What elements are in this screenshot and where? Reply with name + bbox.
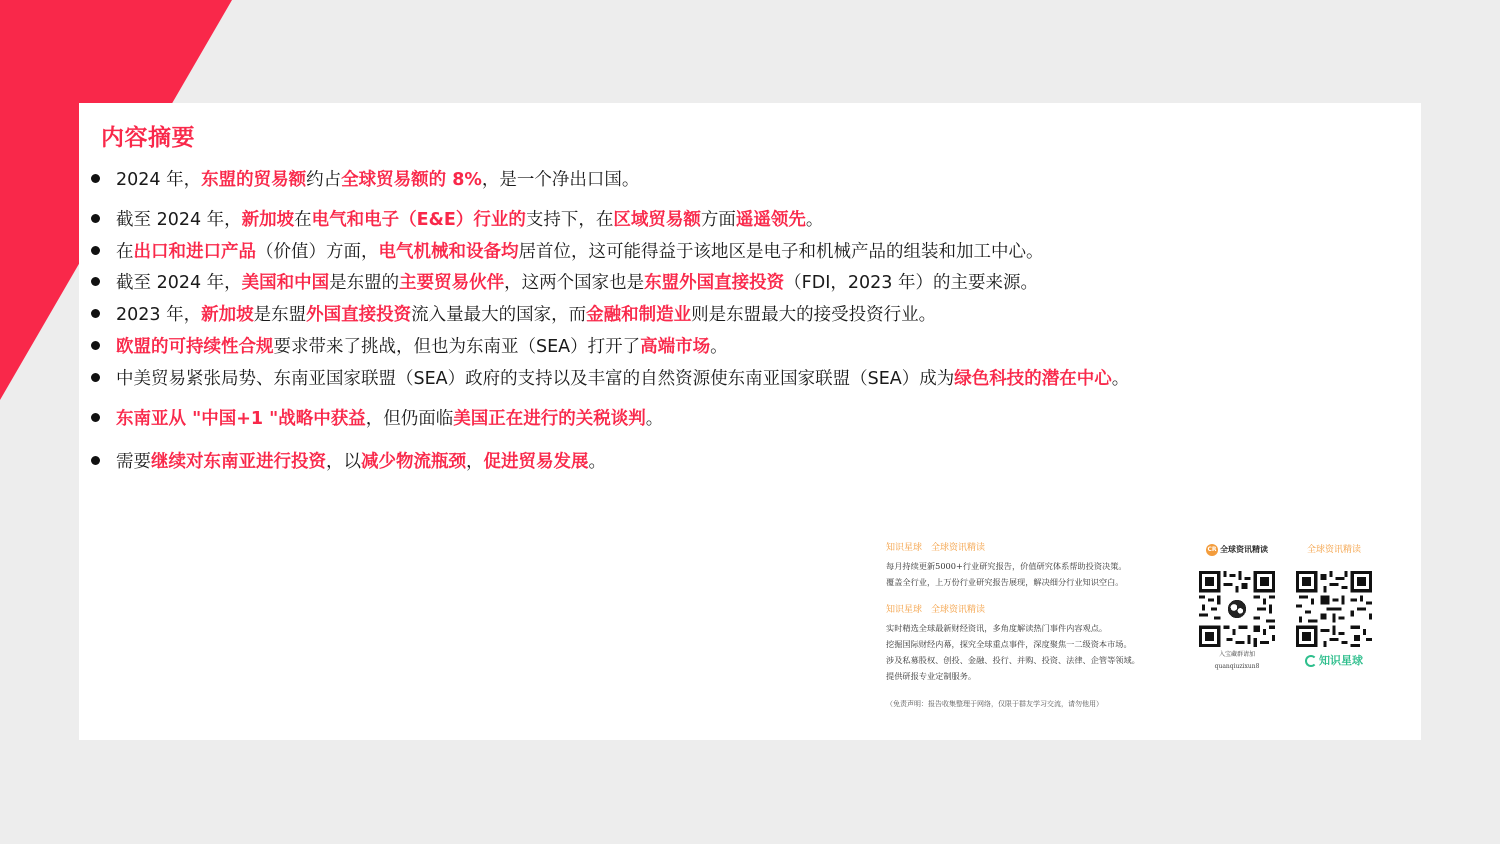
- bullet-text: （价值）方面，: [256, 242, 379, 262]
- qr-caption: 入宝藏群请加: [1218, 651, 1255, 658]
- disclaimer: （免责声明：报告收集整理于网络，仅限于群友学习交流，请勿他用）: [886, 700, 1103, 708]
- promo-line: 挖掘国际财经内幕，探究全球重点事件，深度聚焦一二级资本市场。: [886, 639, 1132, 649]
- bullet-text: 。: [805, 210, 824, 230]
- bullet-dot: [91, 373, 100, 382]
- bullet-text: 截至 2024 年，: [116, 210, 242, 230]
- bullet-text: 需要: [116, 452, 151, 472]
- qr-heading: 全球资讯精读: [1306, 545, 1361, 555]
- bullet-text: 2023 年，: [116, 305, 202, 325]
- promo-heading: 知识星球 全球资讯精读: [886, 605, 986, 615]
- bullet-dot: [91, 277, 100, 286]
- qr-code-icon[interactable]: [1199, 571, 1275, 647]
- bullet-item: [91, 207, 823, 233]
- bullet-text: 。: [645, 409, 664, 429]
- bullet-text: 则是东盟最大的接受投资行业。: [691, 305, 937, 325]
- highlight-text: 区域贸易额: [613, 210, 701, 230]
- bullet-text: 。: [710, 337, 728, 357]
- highlight-text: 绿色科技的潜在中心: [954, 369, 1112, 389]
- bullet-item: [91, 239, 1044, 265]
- zsxq-logo-icon: [1305, 655, 1317, 667]
- bullet-text: 流入量最大的国家，而: [411, 305, 587, 325]
- highlight-text: 遥遥领先: [735, 210, 806, 230]
- bullet-text: 截至 2024 年，: [116, 273, 242, 293]
- summary-card: [79, 103, 1421, 740]
- bullet-dot: [91, 413, 100, 422]
- wechat-qr-block: [1192, 543, 1282, 671]
- bullet-text: 方面: [700, 210, 736, 230]
- qr-code-icon[interactable]: [1296, 571, 1372, 647]
- bullet-dot: [91, 456, 100, 465]
- bullet-item: [91, 366, 1129, 392]
- highlight-text: 外国直接投资: [306, 305, 412, 325]
- cr-logo-icon: CR: [1206, 544, 1218, 556]
- zsxq-brand-text: 知识星球: [1319, 654, 1363, 667]
- highlight-text: 欧盟的可持续性合规: [116, 337, 274, 357]
- bullet-item: [91, 334, 728, 360]
- brand-logo: [1192, 543, 1282, 557]
- highlight-text: 继续对东南亚进行投资: [151, 452, 326, 472]
- highlight-text: 新加坡: [241, 210, 295, 230]
- highlight-text: 美国正在进行的关税谈判: [453, 409, 646, 429]
- highlight-text: 美国和中国: [241, 273, 330, 293]
- bullet-text: 在: [116, 242, 134, 262]
- page-title: 内容摘要: [101, 125, 195, 151]
- promo-line: 提供研报专业定制服务。: [886, 671, 977, 681]
- bullet-text: 支持下，在: [525, 210, 614, 230]
- bullet-text: 要求带来了挑战，但也为东南亚（SEA）打开了: [273, 337, 641, 357]
- highlight-text: 减少物流瓶颈: [361, 452, 466, 472]
- bullet-text: ，是一个净出口国。: [481, 170, 640, 190]
- promo-line: 每月持续更新5000+行业研究报告，价值研究体系帮助投资决策。: [886, 561, 1127, 571]
- bullet-text: 。: [588, 452, 606, 472]
- highlight-text: 新加坡: [201, 305, 254, 325]
- bullet-text: ，以: [326, 452, 361, 472]
- bullet-text: 约占: [306, 170, 342, 190]
- highlight-text: 出口和进口产品: [133, 242, 256, 262]
- highlight-text: 主要贸易伙伴: [399, 273, 505, 293]
- highlight-text: 电气和电子（E&E）行业的: [311, 210, 526, 230]
- bullet-text: 。: [1111, 369, 1130, 389]
- bullet-dot: [91, 309, 100, 318]
- promo-line: 实时精选全球最新财经资讯，多角度解读热门事件内容观点。: [886, 623, 1108, 633]
- highlight-text: 东南亚从 "中国+1 "战略中获益: [116, 409, 366, 429]
- bullet-dot: [91, 214, 100, 223]
- promo-line: 涉及私募股权、创投、金融、投行、并购、投资、法律、企管等领域。: [886, 655, 1140, 665]
- bullet-text: 中美贸易紧张局势、东南亚国家联盟（SEA）政府的支持以及丰富的自然资源使东南亚国家联盟（SEA）成为: [116, 369, 955, 389]
- highlight-text: 全球贸易额的 8%: [341, 170, 482, 190]
- bullet-dot: [91, 341, 100, 350]
- bullet-item: [91, 406, 663, 432]
- highlight-text: 高端市场: [640, 337, 711, 357]
- bullet-dot: [91, 246, 100, 255]
- bullet-text: 居首位，这可能得益于该地区是电子和机械产品的组装和加工中心。: [518, 242, 1044, 262]
- bullet-text: 是东盟的: [329, 273, 400, 293]
- bullet-text: ，这两个国家也是: [504, 273, 645, 293]
- bullet-item: [91, 449, 606, 475]
- bullet-text: （FDI，2023 年）的主要来源。: [784, 273, 1038, 293]
- brand-logo-text: 全球资讯精读: [1220, 545, 1268, 554]
- bullet-text: ，但仍面临: [365, 409, 454, 429]
- bullet-text: ，: [466, 452, 484, 472]
- highlight-text: 促进贸易发展: [483, 452, 589, 472]
- bullet-text: 在: [294, 210, 312, 230]
- highlight-text: 东盟的贸易额: [201, 170, 307, 190]
- bullet-dot: [91, 174, 100, 183]
- promo-line: 覆盖全行业，上万份行业研究报告展现，解决细分行业知识空白。: [886, 577, 1124, 587]
- bullet-text: 2024 年，: [116, 170, 202, 190]
- qr-caption-id: quanqiuzixun8: [1214, 663, 1260, 670]
- highlight-text: 东盟外国直接投资: [644, 273, 785, 293]
- highlight-text: 电气机械和设备均: [378, 242, 519, 262]
- bullet-item: [91, 302, 936, 328]
- bullet-text: 是东盟: [253, 305, 307, 325]
- bullet-item: [91, 270, 1038, 296]
- promo-heading: 知识星球 全球资讯精读: [886, 543, 986, 553]
- zsxq-brand: [1289, 652, 1379, 668]
- bullet-item: [91, 167, 639, 193]
- highlight-text: 金融和制造业: [586, 305, 692, 325]
- zsxq-qr-block: [1289, 543, 1379, 668]
- promo-text-block: [886, 540, 1186, 684]
